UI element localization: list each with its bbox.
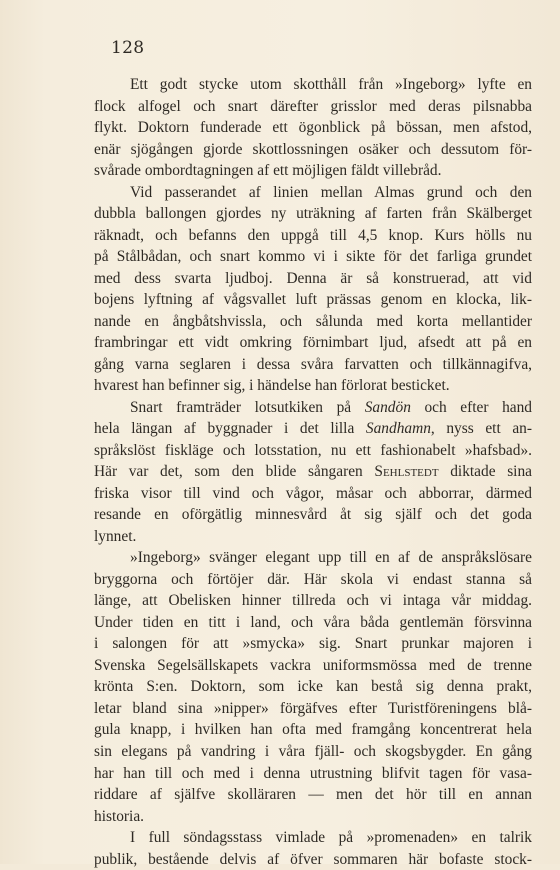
- text-line: dubbla ballongen gjordes ny uträkning af farten från Skälberget: [94, 205, 532, 223]
- text-line: hvarest han befinner sig, i händelse han förlorat besticket.: [94, 377, 450, 395]
- text-line: Vid passerandet af linien mellan Almas grund och den: [130, 183, 532, 201]
- text-line: Under tiden en titt i land, och våra båda gentlemän försvinna: [94, 613, 532, 631]
- text-line: riddare af själfve skolläraren — men det hör till en annan: [94, 786, 532, 804]
- text-line: friska visor till vind och vågor, måsar och abborrar, därmed: [94, 484, 532, 502]
- text-line: krönta S:en. Doktorn, som icke kan bestå sig denna prakt,: [94, 678, 532, 696]
- text-line: »Ingeborg» svänger elegant upp till en af de anspråkslösare: [130, 549, 532, 567]
- paragraph: [94, 547, 532, 827]
- text-line: Snart framträder lotsutkiken på Sandön och efter hand: [130, 398, 532, 416]
- text-line: länge, att Obelisken hinner tillreda och vi intaga vår middag.: [94, 592, 532, 610]
- paragraph: [94, 397, 532, 548]
- text-line: flock alfogel och snart därefter grisslor med deras pilsnabba: [94, 97, 532, 115]
- text-line: frambringar ett vidt omkring förnimbart ljud, afsedt att på en: [94, 334, 532, 352]
- text-line: bryggorna och förtöjer där. Här skola vi endast stanna så: [94, 570, 532, 588]
- text-line: på Stålbådan, och snart kommo vi i sikte för det farliga grundet: [94, 248, 532, 266]
- text-line: språkslöst fiskläge och lotsstation, nu ett fashionabelt »hafsbad».: [94, 441, 532, 459]
- text-line: enär sjögången gjorde skottlossningen osäker och dessutom för-: [94, 140, 532, 158]
- text-line: med dess svarta ljudboj. Denna är så konstruerad, att vid: [94, 269, 532, 287]
- text-line: räknadt, och befanns den uppgå till 4,5 knop. Kurs hölls nu: [94, 226, 532, 244]
- text-line: nande en ångbåtshvissla, och sålunda med korta mellantider: [94, 312, 532, 330]
- text-line: Ett godt stycke utom skotthåll från »Ingeborg» lyfte en: [130, 76, 532, 93]
- text-line: gula knapp, i hvilken han ofta med framgång koncentrerat hela: [94, 721, 532, 739]
- text-line: gång varna seglaren i dessa svåra farvatten och tillkännagifva,: [94, 355, 532, 373]
- paragraph: [94, 74, 532, 182]
- text-line: lynnet.: [94, 527, 137, 545]
- text-line: sin elegans på vandring i våra fjäll- och skogsbygder. En gång: [94, 742, 532, 760]
- paragraph: [94, 182, 532, 397]
- body-text: [94, 74, 532, 870]
- text-line: har han till och med i denna utrustning blifvit tagen för vasa-: [94, 764, 532, 782]
- page-number: 128: [111, 38, 145, 58]
- text-line: hela längan af byggnader i det lilla Sandhamn, nyss ett an-: [94, 420, 532, 438]
- text-line: I full söndagsstass vimlade på »promenaden» en talrik: [130, 829, 532, 847]
- text-line: historia.: [94, 807, 145, 825]
- text-line: Här var det, som den blide sångaren Sehlstedt diktade sina: [94, 463, 532, 481]
- text-line: resande en oförgätlig minnesvård åt sig själf och det goda: [94, 506, 532, 524]
- text-line: svårade ombordtagningen af ett möjligen fäldt villebråd.: [94, 162, 442, 180]
- text-line: bojens lyftning af vågsvallet luft prässas genom en klocka, lik-: [94, 291, 532, 309]
- text-line: letar bland sina »nipper» förgäfves efter Turistföreningens blå-: [94, 699, 532, 717]
- text-line: Svenska Segelsällskapets vackra uniformsmössa med de trenne: [94, 656, 532, 674]
- text-line: i salongen för att »smycka» sig. Snart prunkar majoren i: [94, 635, 532, 653]
- text-line: publik, bestående delvis af öfver sommaren här bofaste stock-: [94, 850, 532, 868]
- text-line: flykt. Doktorn funderade ett ögonblick på bössan, men afstod,: [94, 119, 532, 137]
